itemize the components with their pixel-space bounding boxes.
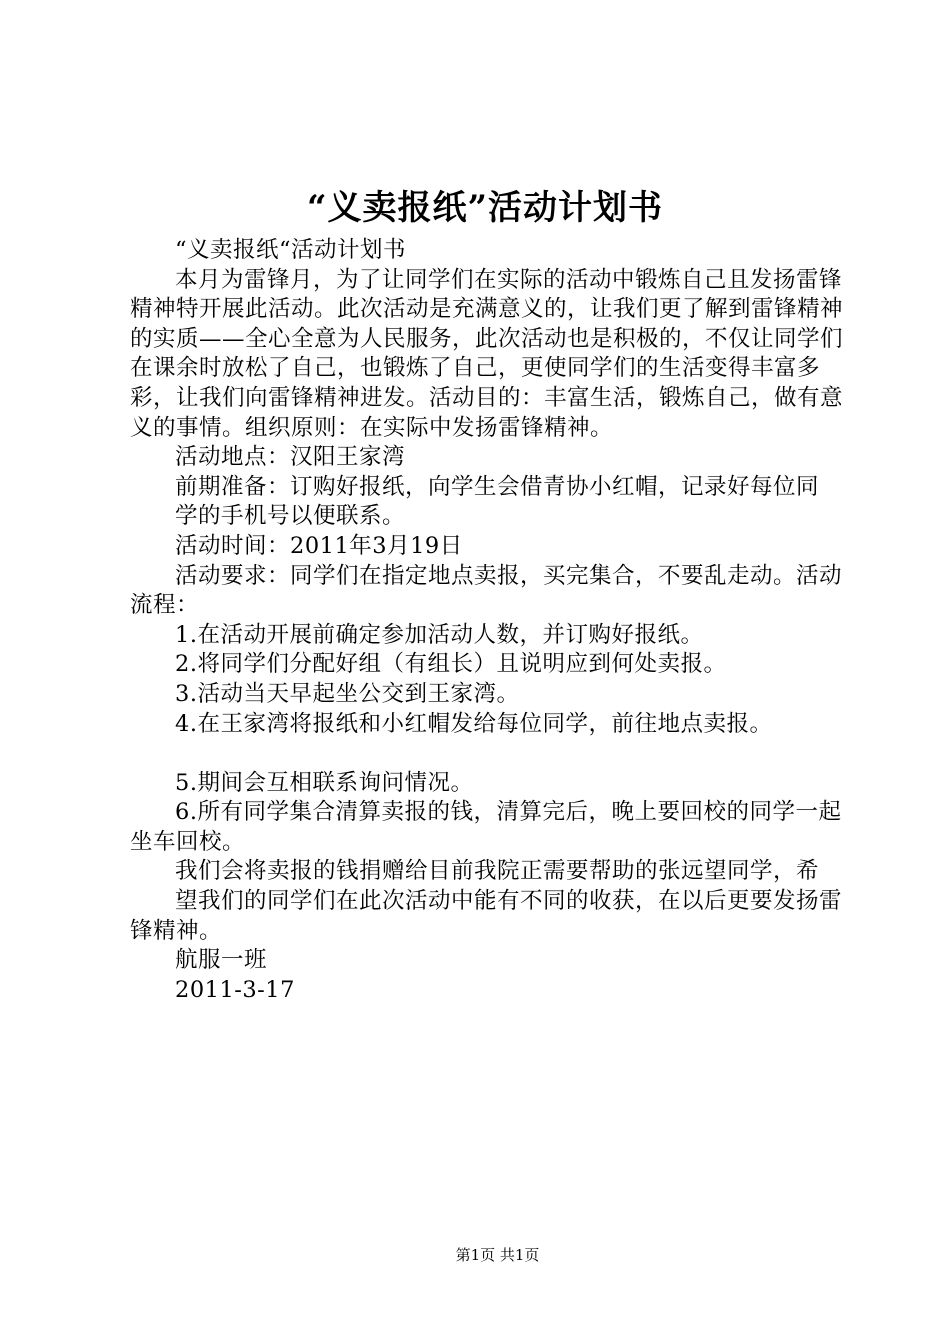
document-title: “义卖报纸”活动计划书 [306, 188, 664, 228]
step-6-paragraph: 6.所有同学集合清算卖报的钱，清算完后，晚上要回校的同学一起坐车回校。 [130, 799, 842, 855]
blank-line [130, 739, 850, 769]
time-paragraph: 活动时间：2011年3月19日 [175, 532, 463, 559]
requirements-paragraph: 活动要求：同学们在指定地点卖报，买完集合，不要乱走动。活动流程： [130, 562, 843, 619]
page-number-footer: 第1页 共1页 [455, 1246, 540, 1264]
donation-paragraph: 我们会将卖报的钱捐赠给目前我院正需要帮助的张远望同学，希 [175, 858, 820, 885]
step-3-paragraph: 3.活动当天早起坐公交到王家湾。 [175, 680, 520, 707]
signature-date: 2011-3-17 [175, 976, 295, 1003]
closing-paragraph: 望我们的同学们在此次活动中能有不同的收获，在以后更要发扬雷锋精神。 [130, 888, 843, 944]
intro-paragraph: 本月为雷锋月，为了让同学们在实际的活动中锻炼自己且发扬雷锋精神特开展此活动。此次活动是充满意义的，让我们更了解到雷锋精神的实质——全心全意为人民服务，此次活动也是积极的，不仅让同学们在课余时放松了自己，也锻炼了自己，更使同学们的生活变得丰富多彩，让我们向雷锋精神进发。活动目的：丰富生活，锻炼自己，做有意义的事情。组织原则：在实际中发扬雷锋精神。 [130, 266, 844, 441]
location-paragraph: 活动地点：汉阳王家湾 [175, 444, 406, 471]
signature-class: 航服一班 [175, 947, 268, 974]
preparation-continued-paragraph: 学的手机号以便联系。 [175, 503, 406, 530]
step-4-paragraph: 4.在王家湾将报纸和小红帽发给每位同学，前往地点卖报。 [175, 710, 773, 737]
step-5-paragraph: 5.期间会互相联系询问情况。 [175, 769, 474, 796]
subtitle-paragraph: “义卖报纸“活动计划书 [175, 237, 407, 263]
step-1-paragraph: 1.在活动开展前确定参加活动人数，并订购好报纸。 [175, 621, 704, 648]
document-body [130, 236, 850, 1005]
preparation-paragraph: 前期准备：订购好报纸，向学生会借青协小红帽，记录好每位同 [175, 473, 820, 500]
step-2-paragraph: 2.将同学们分配好组（有组长）且说明应到何处卖报。 [175, 651, 727, 678]
